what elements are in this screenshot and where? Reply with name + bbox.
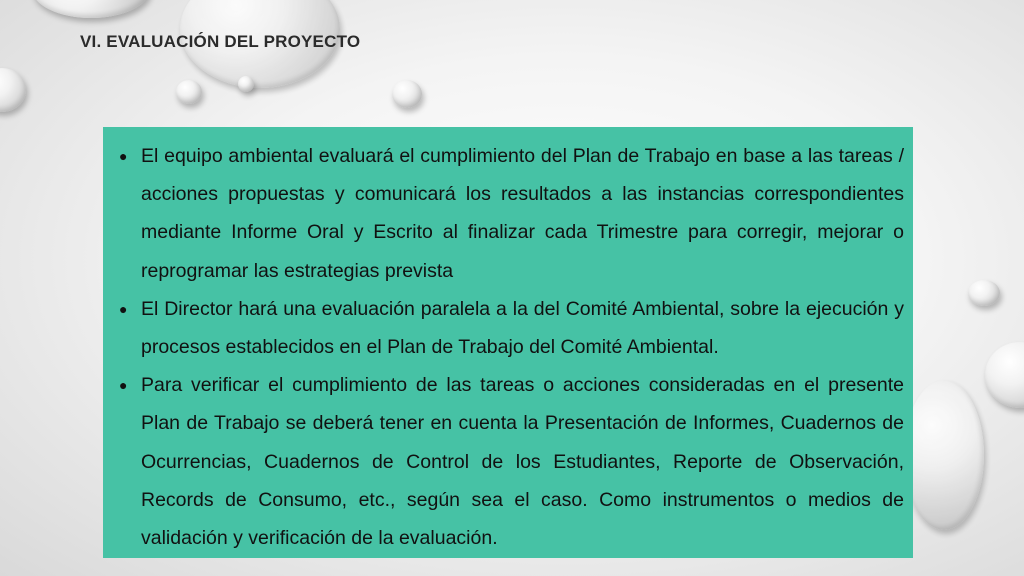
water-drop-decoration <box>904 380 984 530</box>
slide-title: VI. EVALUACIÓN DEL PROYECTO <box>80 32 361 51</box>
water-drop-decoration <box>32 0 150 18</box>
water-drop-decoration <box>238 76 254 92</box>
water-drop-decoration <box>968 280 1000 306</box>
water-drop-decoration <box>176 80 202 104</box>
list-item <box>117 366 904 557</box>
bullet-list <box>117 137 904 557</box>
bullet-text: Para verificar el cumplimiento de las tareas o acciones consideradas en el presente Plan de Trabajo se deberá tener en cuenta la Presentación de Informes, Cuadernos de Ocurrencias, Cuadernos de Control de los Estudiantes, Reporte de Observación, Records de Consumo, etc., según sea el caso. Como instrumentos o medios de validación y verificación de la evaluación. <box>141 374 904 550</box>
bullet-text: El Director hará una evaluación paralela a la del Comité Ambiental, sobre la ejecución y procesos establecidos en el Plan de Trabajo del Comité Ambiental. <box>141 297 904 359</box>
water-drop-decoration <box>392 80 422 108</box>
bullet-icon: ● <box>119 300 128 317</box>
water-drop-decoration <box>985 342 1024 408</box>
content-panel <box>103 127 913 558</box>
water-drop-decoration <box>0 68 26 112</box>
bullet-icon: ● <box>119 377 128 394</box>
bullet-icon: ● <box>119 148 128 164</box>
list-item <box>117 137 904 290</box>
bullet-text: El equipo ambiental evaluará el cumplimiento del Plan de Trabajo en base a las tareas / acciones propuestas y comunicará los resultados a las instancias correspondientes mediante Informe Oral y Escrito al finalizar cada Trimestre para corregir, mejorar o reprogramar las estrategias prevista <box>141 145 904 282</box>
list-item <box>117 290 904 366</box>
